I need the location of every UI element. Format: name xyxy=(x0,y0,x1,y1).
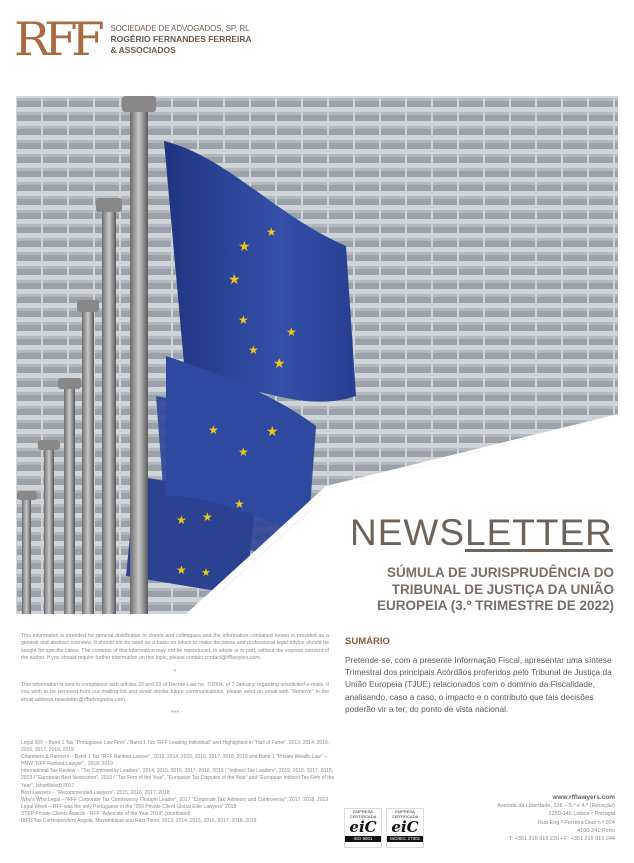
cert-top: EMPRESA CERTIFICADA xyxy=(391,809,419,819)
separator: *** xyxy=(170,710,180,718)
newsletter-subtitle: SÚMULA DE JURISPRUDÊNCIA DO TRIBUNAL DE JUSTIÇA DA UNIÃO EUROPEIA (3.º TRIMESTRE DE 2022) xyxy=(377,565,614,613)
address-line: Avenida da Liberdade, 136 – 5.º e 4.º (Receção) xyxy=(497,803,615,810)
svg-text:★: ★ xyxy=(266,423,279,439)
award-item: International Tax Review – "Tax Controversy Leaders", 2014, 2015, 2016, 2017, 2018, 2019 / "Indirect Tax Leaders", 2015, 2016, 2017, 2018, 2019 / "European Best Newcomer", 2016 / "Tax Firm of the Year", "European Tax Disputes of the Year" and "European Indirect Tax Firm of the Year", (shortlisted) 2017 xyxy=(21,768,335,789)
cert-mark: eiC xyxy=(391,818,419,836)
svg-text:★: ★ xyxy=(273,355,286,371)
firm-logo xyxy=(13,12,252,66)
cert-mark: eiC xyxy=(349,818,377,836)
unsubscribe-text: This information is sent in compliance with articles 22 and 23 of Decree-Law no. 7/2004, of 7 January, regarding unsolicited e-mails. If you wish to be removed from our mailing list and avoid similar future communications, please send an email with "Remove" to the email address newsletter@rffadvogados.com. xyxy=(21,682,329,703)
svg-text:★: ★ xyxy=(228,271,241,287)
website-link[interactable]: www.rfflawyers.com xyxy=(552,794,615,801)
svg-text:★: ★ xyxy=(208,423,219,437)
title-part2: LETTER xyxy=(465,512,613,553)
svg-text:★: ★ xyxy=(176,563,187,577)
svg-text:★: ★ xyxy=(248,343,259,357)
svg-text:★: ★ xyxy=(238,445,249,459)
address-line: 4100-241 Porto xyxy=(577,827,615,834)
award-item: Who's Who Legal – "RFF Corporate Tax Controversy Thought Leader", 2017 "Corporate Tax: Advisory and Controversy", 2017, 2018, 2019 xyxy=(21,796,329,803)
logo-mark: RFF xyxy=(13,12,99,66)
certification-badge xyxy=(386,808,424,848)
award-item: Chambers & Partners – Band 1 Tax "RFF Ranked Lawyer", 2013, 2014, 2015, 2016, 2017, 2018, 2019 and Band 1 "Private Wealth Law" – HNW "RFF Ranked Lawyer" , 2018, 2019 xyxy=(21,754,327,768)
firm-name-line2: & ASSOCIADOS xyxy=(110,44,176,55)
award-item: Legal Week – RFF was the only Portuguese in the "250 Private Client Global Elite Lawyers" 2018 xyxy=(21,803,237,810)
disclaimer-text: This information is intended for general distribution to clients and colleagues and the information contained herein is provided as a general and abstract overview. It should not be used as a basis on which to make decisions and professional legal advice should be sought for specific cases. The contents of this information may not be reproduced, in whole or in part, without the express consent of the author. If you should require further information on this topic, please contact contact@rfflawyers.com. xyxy=(21,633,329,662)
award-item: STEP Private Clients Awards - RFF "Advocate of the Year 2019" (shortlisted) xyxy=(21,810,191,817)
svg-text:★: ★ xyxy=(202,510,213,524)
address-line: 1250-146 Lisboa • Portugal xyxy=(548,811,615,818)
firm-name xyxy=(110,23,251,56)
certification-badges xyxy=(344,808,424,848)
cert-standard: ISO/IEC 27001 xyxy=(387,836,423,842)
disclaimer xyxy=(21,633,329,724)
svg-text:★: ★ xyxy=(238,313,249,327)
award-item: IBFD Tax Correspondent Angola, Mozambique and East-Timor, 2013, 2014, 2015, 2016, 2017, 2018, 2019 xyxy=(21,818,257,825)
contact-address xyxy=(497,794,615,843)
awards-list xyxy=(21,740,336,825)
certification-badge xyxy=(344,808,382,848)
address-line: Rua Eng.º Ferreira Dias n.º 924 xyxy=(537,819,615,826)
svg-text:★: ★ xyxy=(238,238,251,254)
cert-top: EMPRESA CERTIFICADA xyxy=(349,809,377,819)
title-part1: NEWS xyxy=(350,512,465,553)
cert-standard: ISO 9001 xyxy=(345,836,381,842)
svg-text:★: ★ xyxy=(234,497,245,511)
firm-name-line: ROGÉRIO FERNANDES FERREIRA xyxy=(110,33,252,44)
separator: * xyxy=(173,668,177,676)
summary-text: Pretende-se, com a presente Informação Fiscal, apresentar uma síntese Trimestral dos principais Acórdãos proferidos pelo Tribunal de Justiça da União Europeia (TJUE) relacionados com o domínio da Fiscalidade, analisando, caso a caso, o impacto e o contributo que tais decisões poderão vir a ter, do ponto de vista nacional. xyxy=(345,655,612,714)
newsletter-title xyxy=(350,512,613,554)
svg-text:★: ★ xyxy=(176,513,187,527)
award-item: Legal 500 – Band 1 Tax "Portuguese Law Firm" / Band 1 Tax "RFF Leading Individual" and Highlighted in "Hall of Fame", 2013, 2014, 2015, 2016, 2017, 2018, 2019 xyxy=(21,740,330,754)
svg-text:★: ★ xyxy=(201,567,211,579)
phone-fax: T: +351 215 915 220 • F: +351 215 915 244 xyxy=(508,836,615,843)
firm-type: SOCIEDADE DE ADVOGADOS, SP, RL xyxy=(110,23,250,33)
summary-heading: SUMÁRIO xyxy=(345,636,390,647)
svg-text:★: ★ xyxy=(286,325,297,339)
award-item: Best Lawyers – "Recommended Lawyers", 2015, 2016, 2017, 2018 xyxy=(21,789,170,796)
svg-text:★: ★ xyxy=(266,225,277,239)
